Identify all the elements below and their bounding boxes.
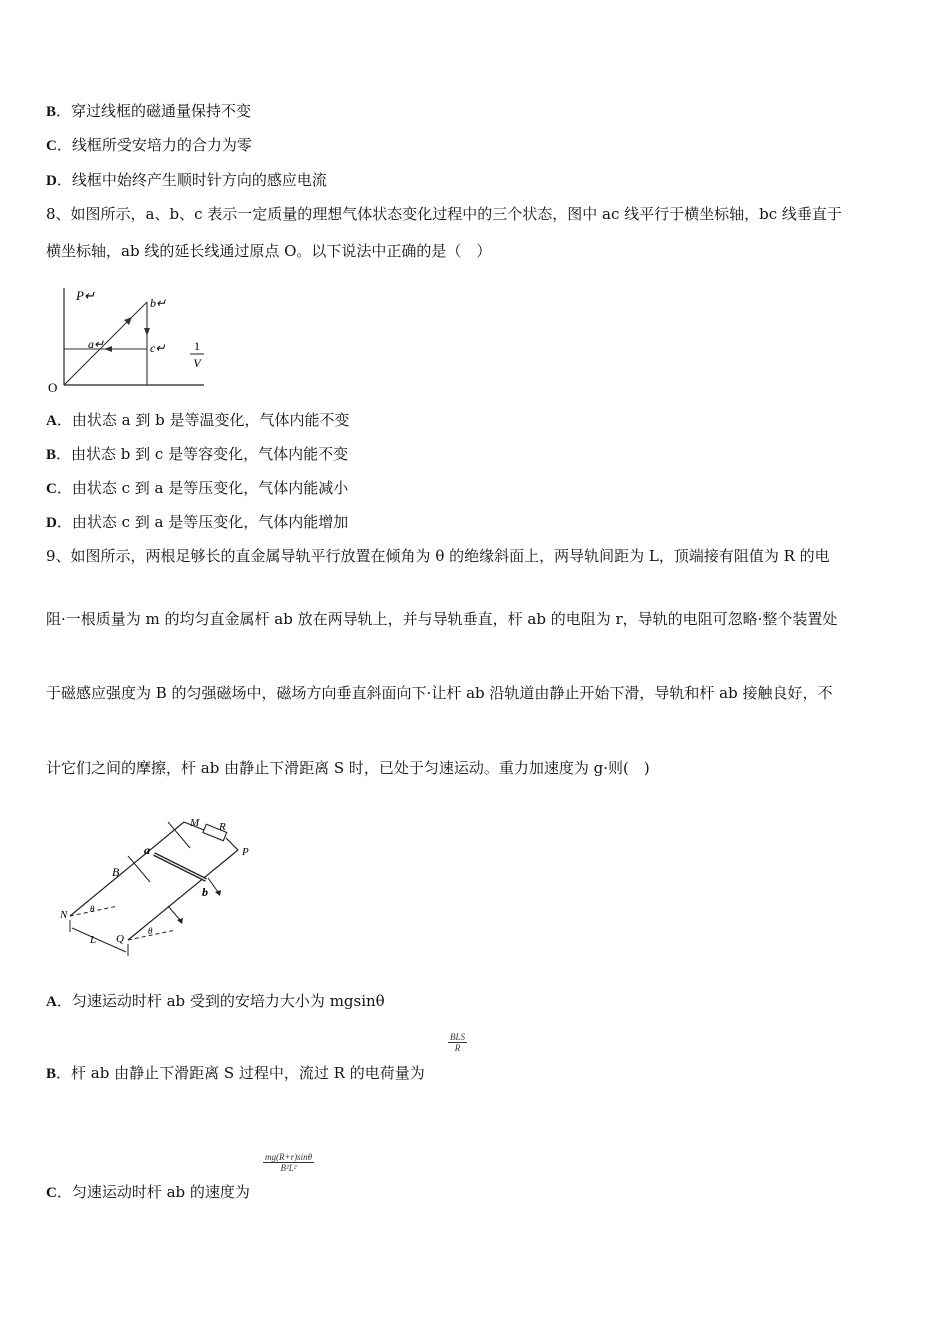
rail-nm [70, 822, 184, 916]
q8-stem-line-2: 横坐标轴，ab 线的延长线通过原点 O。以下说法中正确的是（ ） [46, 242, 492, 260]
b-label: b↵ [150, 296, 167, 310]
x-axis-numerator: 1 [194, 339, 200, 353]
option-letter: C [46, 1185, 57, 1201]
label-n: N [60, 909, 68, 921]
label-theta-2: θ [148, 926, 153, 936]
label-p: P [242, 846, 249, 858]
label-q: Q [116, 933, 124, 945]
field-line-1 [128, 856, 150, 882]
option-letter: A [46, 413, 57, 429]
q8-option-a [46, 410, 349, 431]
fraction-denominator: B²L² [280, 1163, 297, 1173]
option-text: ．由状态 c 到 a 是等压变化，气体内能增加 [56, 513, 349, 531]
option-letter: D [46, 173, 57, 189]
option-letter: B [46, 104, 57, 120]
q7-option-c [46, 135, 252, 156]
q7-option-d [46, 170, 327, 191]
top-wire-right [226, 838, 238, 850]
q8-stem-line-1: 8、如图所示，a、b、c 表示一定质量的理想气体状态变化过程中的三个状态，图中 ac 线平行于横坐标轴，bc 线垂直于 [46, 205, 842, 223]
label-r: R [219, 821, 226, 833]
q9-option-a [46, 991, 385, 1012]
q8-option-b [46, 444, 348, 465]
fraction-numerator: BLS [450, 1032, 466, 1042]
q9-incline-rail-diagram [56, 812, 266, 962]
option-text: ．穿过线框的磁通量保持不变 [56, 102, 252, 120]
q9-option-b-fraction [448, 1032, 467, 1053]
option-text: ．杆 ab 由静止下滑距离 S 过程中，流过 R 的电荷量为 [56, 1064, 425, 1082]
origin-label: O [48, 380, 58, 395]
option-text: ．由状态 a 到 b 是等温变化，气体内能不变 [56, 411, 350, 429]
x-axis-denominator: V [193, 356, 201, 370]
q9-option-b [46, 1063, 425, 1084]
option-text: ．匀速运动时杆 ab 的速度为 [56, 1183, 250, 1201]
ab-line [64, 302, 147, 385]
q9-stem-line-4: 计它们之间的摩擦，杆 ab 由静止下滑距离 S 时，已处于匀速运动。重力加速度为 g·则( ) [46, 759, 650, 777]
option-text: ．线框所受安培力的合力为零 [56, 136, 252, 154]
option-letter: C [46, 138, 57, 154]
q8-option-d [46, 512, 348, 533]
option-text: ．由状态 c 到 a 是等压变化，气体内能减小 [56, 479, 349, 497]
p-label: P↵ [76, 288, 95, 303]
normal-arrow [168, 906, 180, 920]
option-letter: C [46, 481, 57, 497]
label-l: L [90, 934, 97, 946]
fraction-numerator: mg(R+r)sinθ [265, 1152, 312, 1162]
ca-arrow [104, 346, 112, 352]
label-field-b: B [112, 865, 120, 879]
option-text: ．线框中始终产生顺时针方向的感应电流 [56, 171, 327, 189]
a-label: a↵ [88, 337, 105, 351]
velocity-arrow [208, 878, 218, 892]
velocity-arrowhead [215, 890, 221, 896]
fraction-denominator: R [454, 1043, 461, 1053]
q9-stem-line-2: 阻·一根质量为 m 的均匀直金属杆 ab 放在两导轨上，并与导轨垂直，杆 ab 的电阻为 r，导轨的电阻可忽略·整个装置处 [46, 610, 838, 628]
label-m: M [190, 817, 200, 829]
option-letter: B [46, 1066, 57, 1082]
label-theta-1: θ [90, 904, 95, 914]
q8-option-c [46, 478, 348, 499]
q8-pv-diagram [44, 280, 219, 395]
label-a: a [144, 843, 150, 857]
q9-stem-line-1: 9、如图所示，两根足够长的直金属导轨平行放置在倾角为 θ 的绝缘斜面上，两导轨间距为 L，顶端接有阻值为 R 的电 [46, 547, 830, 565]
rail-qp [128, 850, 238, 940]
option-letter: A [46, 994, 57, 1010]
option-letter: D [46, 515, 57, 531]
q7-option-b [46, 101, 251, 122]
bc-arrow [144, 328, 150, 336]
label-b: b [202, 885, 208, 899]
c-label: c↵ [150, 341, 166, 355]
q9-option-c-fraction [263, 1152, 314, 1173]
option-text: ．匀速运动时杆 ab 受到的安培力大小为 mgsinθ [56, 992, 385, 1010]
option-letter: B [46, 447, 57, 463]
option-text: ．由状态 b 到 c 是等容变化，气体内能不变 [56, 445, 349, 463]
normal-arrowhead [177, 918, 183, 924]
q9-stem-line-3: 于磁感应强度为 B 的匀强磁场中，磁场方向垂直斜面向下·让杆 ab 沿轨道由静止开始下滑，导轨和杆 ab 接触良好，不 [46, 684, 833, 702]
q9-option-c [46, 1182, 250, 1203]
rod-ab-highlight [154, 854, 206, 880]
